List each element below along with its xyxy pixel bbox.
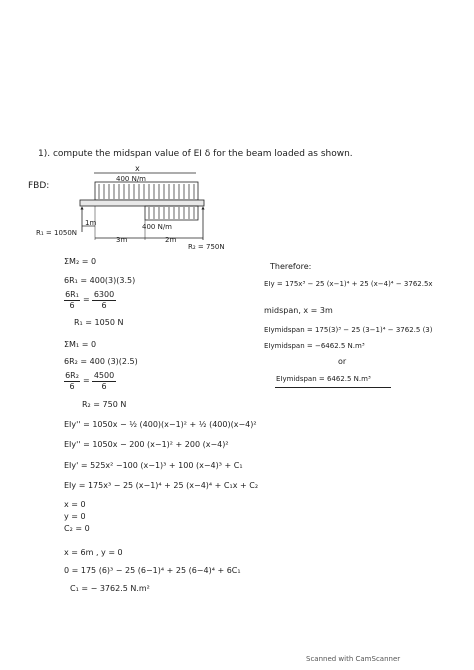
top-load-block bbox=[95, 182, 198, 200]
midspan-eq-2: EIymidspan = −6462.5 N.m³ bbox=[264, 342, 365, 350]
bottom-load-arrows bbox=[149, 207, 194, 219]
fraction-6300-over-6: $\frac{6300}{6}$ bbox=[93, 290, 115, 310]
beam bbox=[80, 200, 204, 206]
midspan-eq-1: EIymidspan = 175(3)³ − 25 (3−1)⁴ − 3762.5 (3) bbox=[264, 326, 433, 334]
answer-underline bbox=[275, 387, 391, 388]
c1-result: C₁ = − 3762.5 N.m² bbox=[70, 584, 150, 593]
fbd-r1-label: R₁ = 1050N bbox=[36, 229, 78, 237]
therefore-label: Therefore: bbox=[270, 262, 312, 271]
fbd-label: FBD: bbox=[28, 181, 50, 191]
fraction-6r2-over-6: $\frac{\text{6R₂}}{6}$ bbox=[65, 371, 79, 391]
fraction-4500-over-6: $\frac{4500}{6}$ bbox=[93, 371, 115, 391]
eq-6r2: 6R₂ = 400 (3)(2.5) bbox=[64, 357, 138, 366]
bc-x6: x = 6m , y = 0 bbox=[64, 548, 123, 557]
fbd-dim-2m: 2m bbox=[165, 236, 177, 244]
sum-moments-2: ΣM₂ = 0 bbox=[64, 257, 97, 266]
ei-eq-2: EIy'' = 1050x − 200 (x−1)² + 200 (x−4)² bbox=[64, 440, 229, 449]
fbd-dim-1m: 1m bbox=[85, 219, 97, 227]
sum-moments-1: ΣM₁ = 0 bbox=[64, 340, 97, 349]
ei-eq-4: EIy = 175x³ − 25 (x−1)⁴ + 25 (x−4)⁴ + C₁x + C₂ bbox=[64, 481, 259, 490]
ei-eq-3: EIy' = 525x² −100 (x−1)³ + 100 (x−4)³ + C₁ bbox=[64, 461, 243, 470]
ei-eq-1: EIy'' = 1050x − ½ (400)(x−1)² + ½ (400)(x−4)² bbox=[64, 420, 257, 429]
top-load-arrows bbox=[99, 184, 194, 199]
fraction-6r1-over-6: $\frac{\text{6R₁}}{6}$ bbox=[65, 290, 79, 310]
bottom-load-block bbox=[145, 206, 198, 220]
r1-result: R₁ = 1050 N bbox=[74, 318, 124, 327]
or-label: or bbox=[338, 357, 347, 366]
problem-statement: 1). compute the midspan value of EI δ for the beam loaded as shown. bbox=[38, 149, 353, 159]
midspan-final-answer: EIymidspan = 6462.5 N.m³ bbox=[276, 375, 371, 383]
substitution-eq: 0 = 175 (6)³ − 25 (6−1)⁴ + 25 (6−4)⁴ + 6C₁ bbox=[64, 566, 241, 575]
fbd-bottom-load-label: 400 N/m bbox=[142, 223, 172, 231]
bc-y0: y = 0 bbox=[64, 512, 86, 521]
fbd-dim-3m: 3m bbox=[116, 236, 128, 244]
fbd-x-label: x bbox=[135, 164, 140, 173]
fbd-top-load-label: 400 N/m bbox=[116, 175, 146, 183]
final-eiy-equation: EIy = 175x³ − 25 (x−1)⁴ + 25 (x−4)⁴ − 3762.5x bbox=[264, 280, 433, 288]
scanner-footer: Scanned with CamScanner bbox=[306, 655, 401, 663]
bc-c2: C₂ = 0 bbox=[64, 524, 90, 533]
bc-x0: x = 0 bbox=[64, 500, 86, 509]
r2-result: R₂ = 750 N bbox=[82, 400, 127, 409]
fbd-r2-label: R₂ = 750N bbox=[188, 243, 225, 251]
eq-6r1: 6R₁ = 400(3)(3.5) bbox=[64, 276, 136, 285]
midspan-label: midspan, x = 3m bbox=[264, 306, 333, 315]
